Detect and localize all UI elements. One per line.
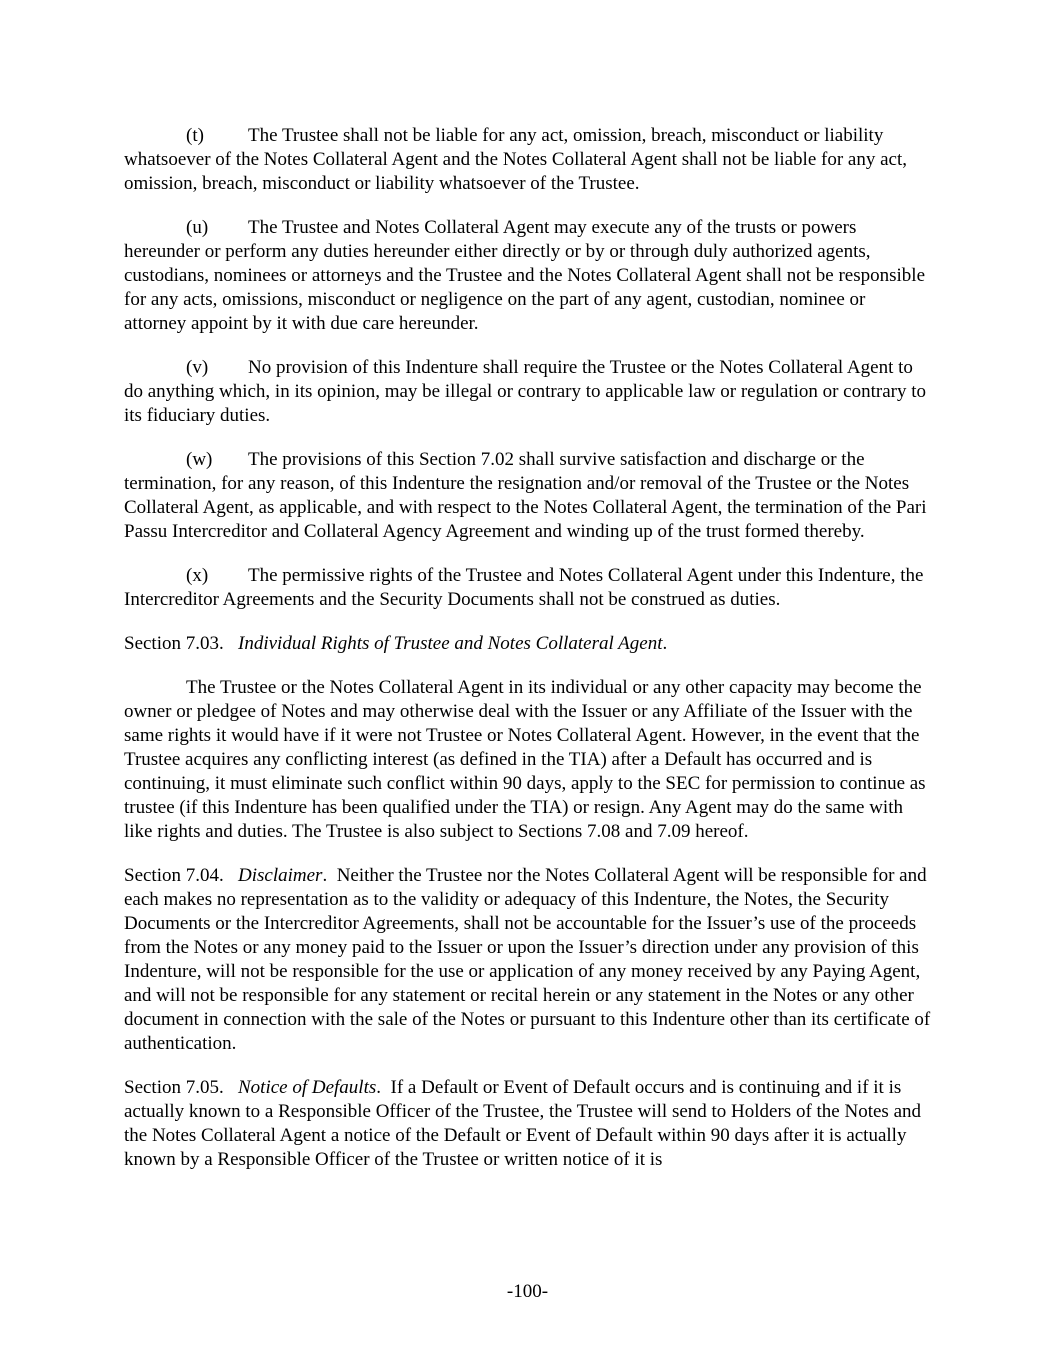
section-number: Section 7.05. (124, 1077, 224, 1098)
paragraph-w (124, 448, 932, 544)
paragraph-t (124, 124, 932, 196)
section-title-end: . (376, 1077, 382, 1098)
section-body: If a Default or Event of Default occurs and is continuing and if it is actually known to a Responsible Officer of the Trustee, the Trustee will send to Holders of the Notes and the Notes Collateral Agent a notice of the Default or Event of Default within 90 days after it is actually known by a Responsible Officer of the Trustee or written notice of it is (124, 1077, 921, 1170)
paragraph-label: (x) (186, 565, 209, 586)
paragraph-x (124, 564, 932, 612)
section-704 (124, 864, 932, 1056)
section-title: Individual Rights of Trustee and Notes Collateral Agent (238, 633, 663, 654)
paragraph-label: (w) (186, 449, 213, 470)
paragraph-label: (t) (186, 125, 204, 146)
paragraph-text: The provisions of this Section 7.02 shall survive satisfaction and discharge or the termination, for any reason, of this Indenture the resignation and/or removal of the Trustee or the Notes Collateral Agent, as applicable, and with respect to the Notes Collateral Agent, the termination of the Pari Passu Intercreditor and Collateral Agency Agreement and winding up of the trust formed thereby. (124, 449, 927, 542)
paragraph-text: The Trustee and Notes Collateral Agent may execute any of the trusts or powers hereunder or perform any duties hereunder either directly or by or through duly authorized agents, custodians, nominees or attorneys and the Trustee and the Notes Collateral Agent shall not be responsible for any acts, omissions, misconduct or negligence on the part of any agent, custodian, nominee or attorney appoint by it with due care hereunder. (124, 217, 926, 334)
paragraph-text: No provision of this Indenture shall require the Trustee or the Notes Collateral Agent to do anything which, in its opinion, may be illegal or contrary to applicable law or regulation or contrary to its fiduciary duties. (124, 357, 927, 426)
section-title-end: . (662, 633, 668, 654)
section-number: Section 7.04. (124, 865, 224, 886)
paragraph-v (124, 356, 932, 428)
section-title: Disclaimer (238, 865, 323, 886)
section-body: Neither the Trustee nor the Notes Collateral Agent will be responsible for and each makes no representation as to the validity or adequacy of this Indenture, the Notes, the Security Documents or the Intercreditor Agreements, shall not be accountable for the Issuer’s use of the proceeds from the Notes or any money paid to the Issuer or upon the Issuer’s direction under any provision of this Indenture, will not be responsible for the use or application of any money received by any Paying Agent, and will not be responsible for any statement or recital herein or any statement in the Notes or any other document in connection with the sale of the Notes or pursuant to this Indenture other than its certificate of authentication. (124, 865, 931, 1054)
section-705 (124, 1076, 932, 1172)
section-703-body: The Trustee or the Notes Collateral Agent in its individual or any other capacity may become the owner or pledgee of Notes and may otherwise deal with the Issuer or any Affiliate of the Issuer with the same rights it would have if it were not Trustee or Notes Collateral Agent. However, in the event that the Trustee acquires any conflicting interest (as defined in the TIA) after a Default has occurred and is continuing, it must eliminate such conflict within 90 days, apply to the SEC for permission to continue as trustee (if this Indenture has been qualified under the TIA) or resign. Any Agent may do the same with like rights and duties. The Trustee is also subject to Sections 7.08 and 7.09 hereof. (124, 677, 926, 842)
page-number: -100- (506, 1281, 549, 1302)
section-title-end: . (322, 865, 328, 886)
paragraph-label: (u) (186, 217, 209, 238)
section-title: Notice of Defaults (238, 1077, 377, 1098)
paragraph-u (124, 216, 932, 336)
section-703-heading (124, 632, 932, 656)
paragraph-text: The permissive rights of the Trustee and Notes Collateral Agent under this Indenture, the Intercreditor Agreements and the Security Documents shall not be construed as duties. (124, 565, 924, 610)
paragraph-text: The Trustee shall not be liable for any act, omission, breach, misconduct or liability whatsoever of the Notes Collateral Agent and the Notes Collateral Agent shall not be liable for any act, omission, breach, misconduct or liability whatsoever of the Trustee. (124, 125, 907, 194)
paragraph-label: (v) (186, 357, 209, 378)
section-number: Section 7.03. (124, 633, 224, 654)
document-page (124, 124, 932, 1192)
